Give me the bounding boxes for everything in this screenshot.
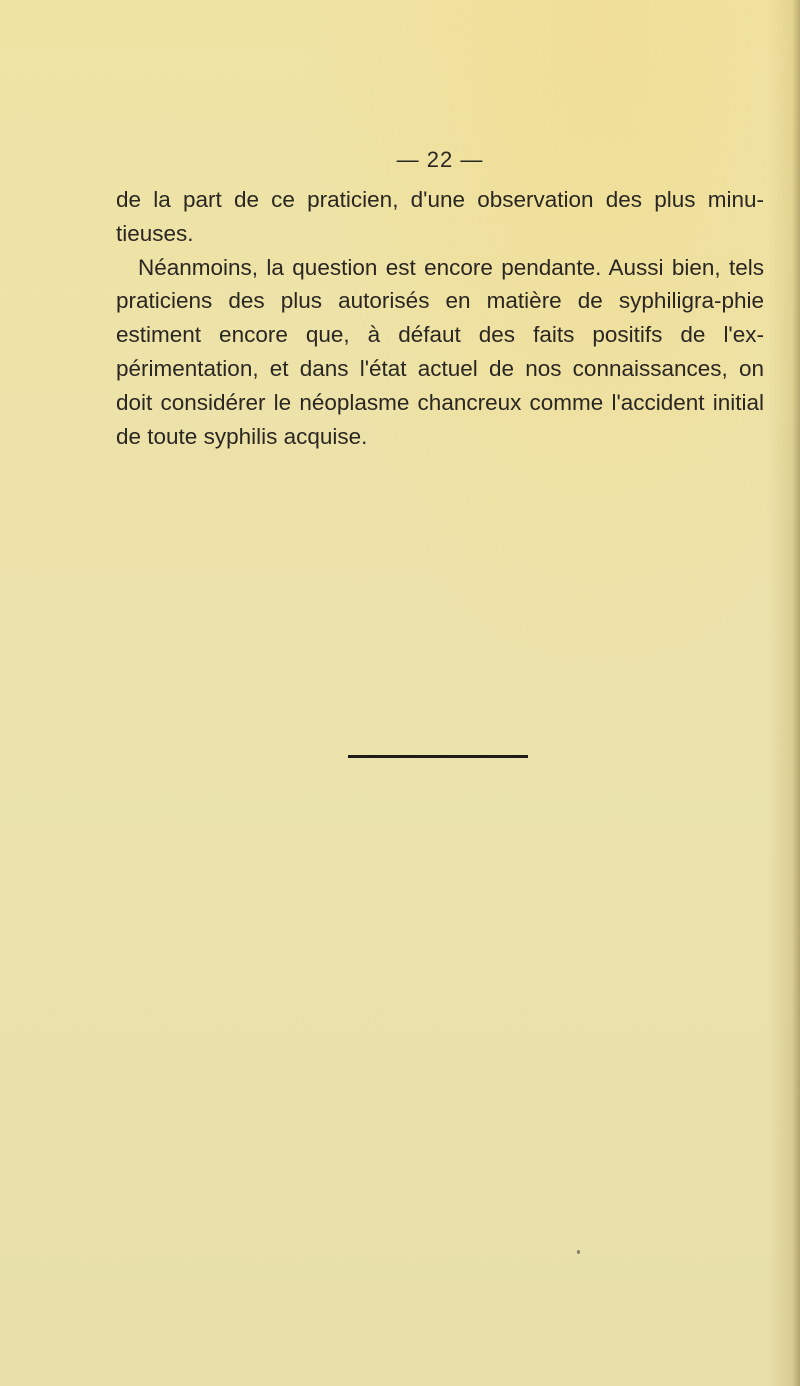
page-edge-shadow [792, 0, 800, 1386]
page-number: — 22 — [396, 147, 484, 172]
paragraph-main: Néanmoins, la question est encore pendante. Aussi bien, tels praticiens des plus autorisés en matière de syphiligra-phie estiment encore que, à défaut des faits positifs de l'ex-périmentation, et dans l'état actuel de nos connaissances, on doit considérer le néoplasme chancreux comme l'accident initial de toute syphilis acquise. [116, 254, 764, 449]
paragraph-continuation: de la part de ce praticien, d'une observation des plus minu-tieuses. [116, 187, 764, 246]
body-text [116, 183, 764, 453]
section-end-rule [348, 755, 528, 758]
paper-speck [577, 1250, 580, 1254]
